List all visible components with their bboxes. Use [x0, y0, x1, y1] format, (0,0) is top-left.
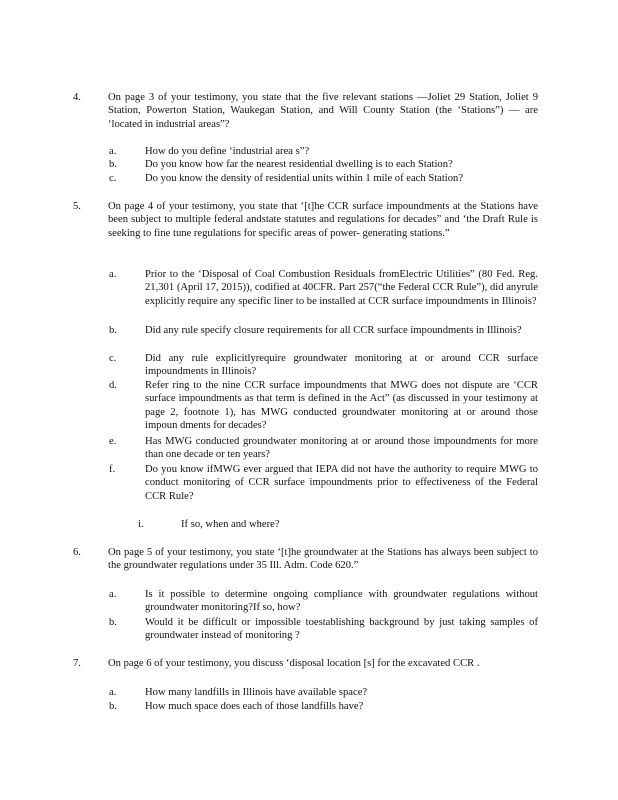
subquestion-text: Refer ring to the nine CCR surface impoundments that MWG does not dispute are ‘CCR surface impoundments as that term is defined in the Act” (as discussed in your testimony at page 2, footnote 1), has MWG conducted groundwater monitoring at or around those impoun dments for decades?	[145, 380, 538, 431]
subquestion-letter: b.	[109, 617, 117, 628]
question-text: On page 3 of your testimony, you state that the five relevant stations —Joliet 29 Station, Joliet 9 Station, Powerton Station, Waukegan Station, and Will County Station (the ‘Stations”) — are ‘located in industrial areas”?	[108, 92, 538, 130]
subquestion-letter: f.	[109, 464, 116, 475]
subquestion-text: Do you know the density of residential units within 1 mile of each Station?	[145, 173, 464, 184]
subquestion-text: Prior to the ‘Disposal of Coal Combustion Residuals fromElectric Utilities” (80 Fed. Reg. 21,301 (April 17, 2015)), codified at 40CFR. Part 257(“the Federal CCR Rule”), did anyrule explicitly require any specific liner to be installed at CCR surface impoundments in Illinois?	[145, 269, 538, 307]
question-text: On page 6 of your testimony, you discuss ‘disposal location [s] for the excavated CCR .	[108, 658, 480, 669]
subquestion-letter: e.	[109, 436, 117, 447]
subquestion-letter: i.	[138, 519, 144, 530]
subquestion-text: Do you know ifMWG ever argued that IEPA did not have the authority to require MWG to conduct monitoring of CCR surface impoundments prior to effectiveness of the Federal CCR Rule?	[145, 464, 538, 502]
subquestion-text: How do you define ‘industrial area s”?	[145, 146, 310, 157]
subquestion-text: Would it be difficult or impossible toestablishing background by just taking samples of groundwater instead of monitoring ?	[145, 617, 538, 642]
subquestion-letter: a.	[109, 146, 117, 157]
subquestion-text: Do you know how far the nearest residential dwelling is to each Station?	[145, 159, 453, 170]
subquestion-letter: c.	[109, 173, 117, 184]
question-text: On page 4 of your testimony, you state that ‘[t]he CCR surface impoundments at the Stations have been subject to multiple federal andstate statutes and regulations for decades” and ‘the Draft Rule is seeking to fine tune regulations for specific areas of power- generating stations.”	[108, 201, 538, 239]
question-number: 6.	[73, 547, 81, 558]
subquestion-letter: a.	[109, 589, 117, 600]
subquestion-text: Has MWG conducted groundwater monitoring at or around those impoundments for more than one decade or ten years?	[145, 436, 538, 461]
subquestion-text: How much space does each of those landfills have?	[145, 701, 364, 712]
question-number: 5.	[73, 201, 81, 212]
subquestion-text: How many landfills in Illinois have available space?	[145, 687, 368, 698]
subquestion-text: Did any rule explicitlyrequire groundwater monitoring at or around CCR surface impoundments in Illinois?	[145, 353, 538, 378]
subquestion-letter: d.	[109, 380, 117, 391]
subquestion-letter: a.	[109, 687, 117, 698]
subquestion-text: Did any rule specify closure requirements for all CCR surface impoundments in Illinois?	[145, 325, 522, 336]
question-number: 7.	[73, 658, 81, 669]
subquestion-letter: b.	[109, 701, 117, 712]
subquestion-letter: b.	[109, 325, 117, 336]
subquestion-text: Is it possible to determine ongoing compliance with groundwater regulations without groundwater monitoring?If so, how?	[145, 589, 538, 614]
subquestion-letter: a.	[109, 269, 117, 280]
subquestion-letter: b.	[109, 159, 117, 170]
question-number: 4.	[73, 92, 81, 103]
question-text: On page 5 of your testimony, you state ‘[t]he groundwater at the Stations has always been subject to the groundwater regulations under 35 Ill. Adm. Code 620.”	[108, 547, 538, 572]
subquestion-text: If so, when and where?	[181, 519, 280, 530]
subquestion-letter: c.	[109, 353, 117, 364]
